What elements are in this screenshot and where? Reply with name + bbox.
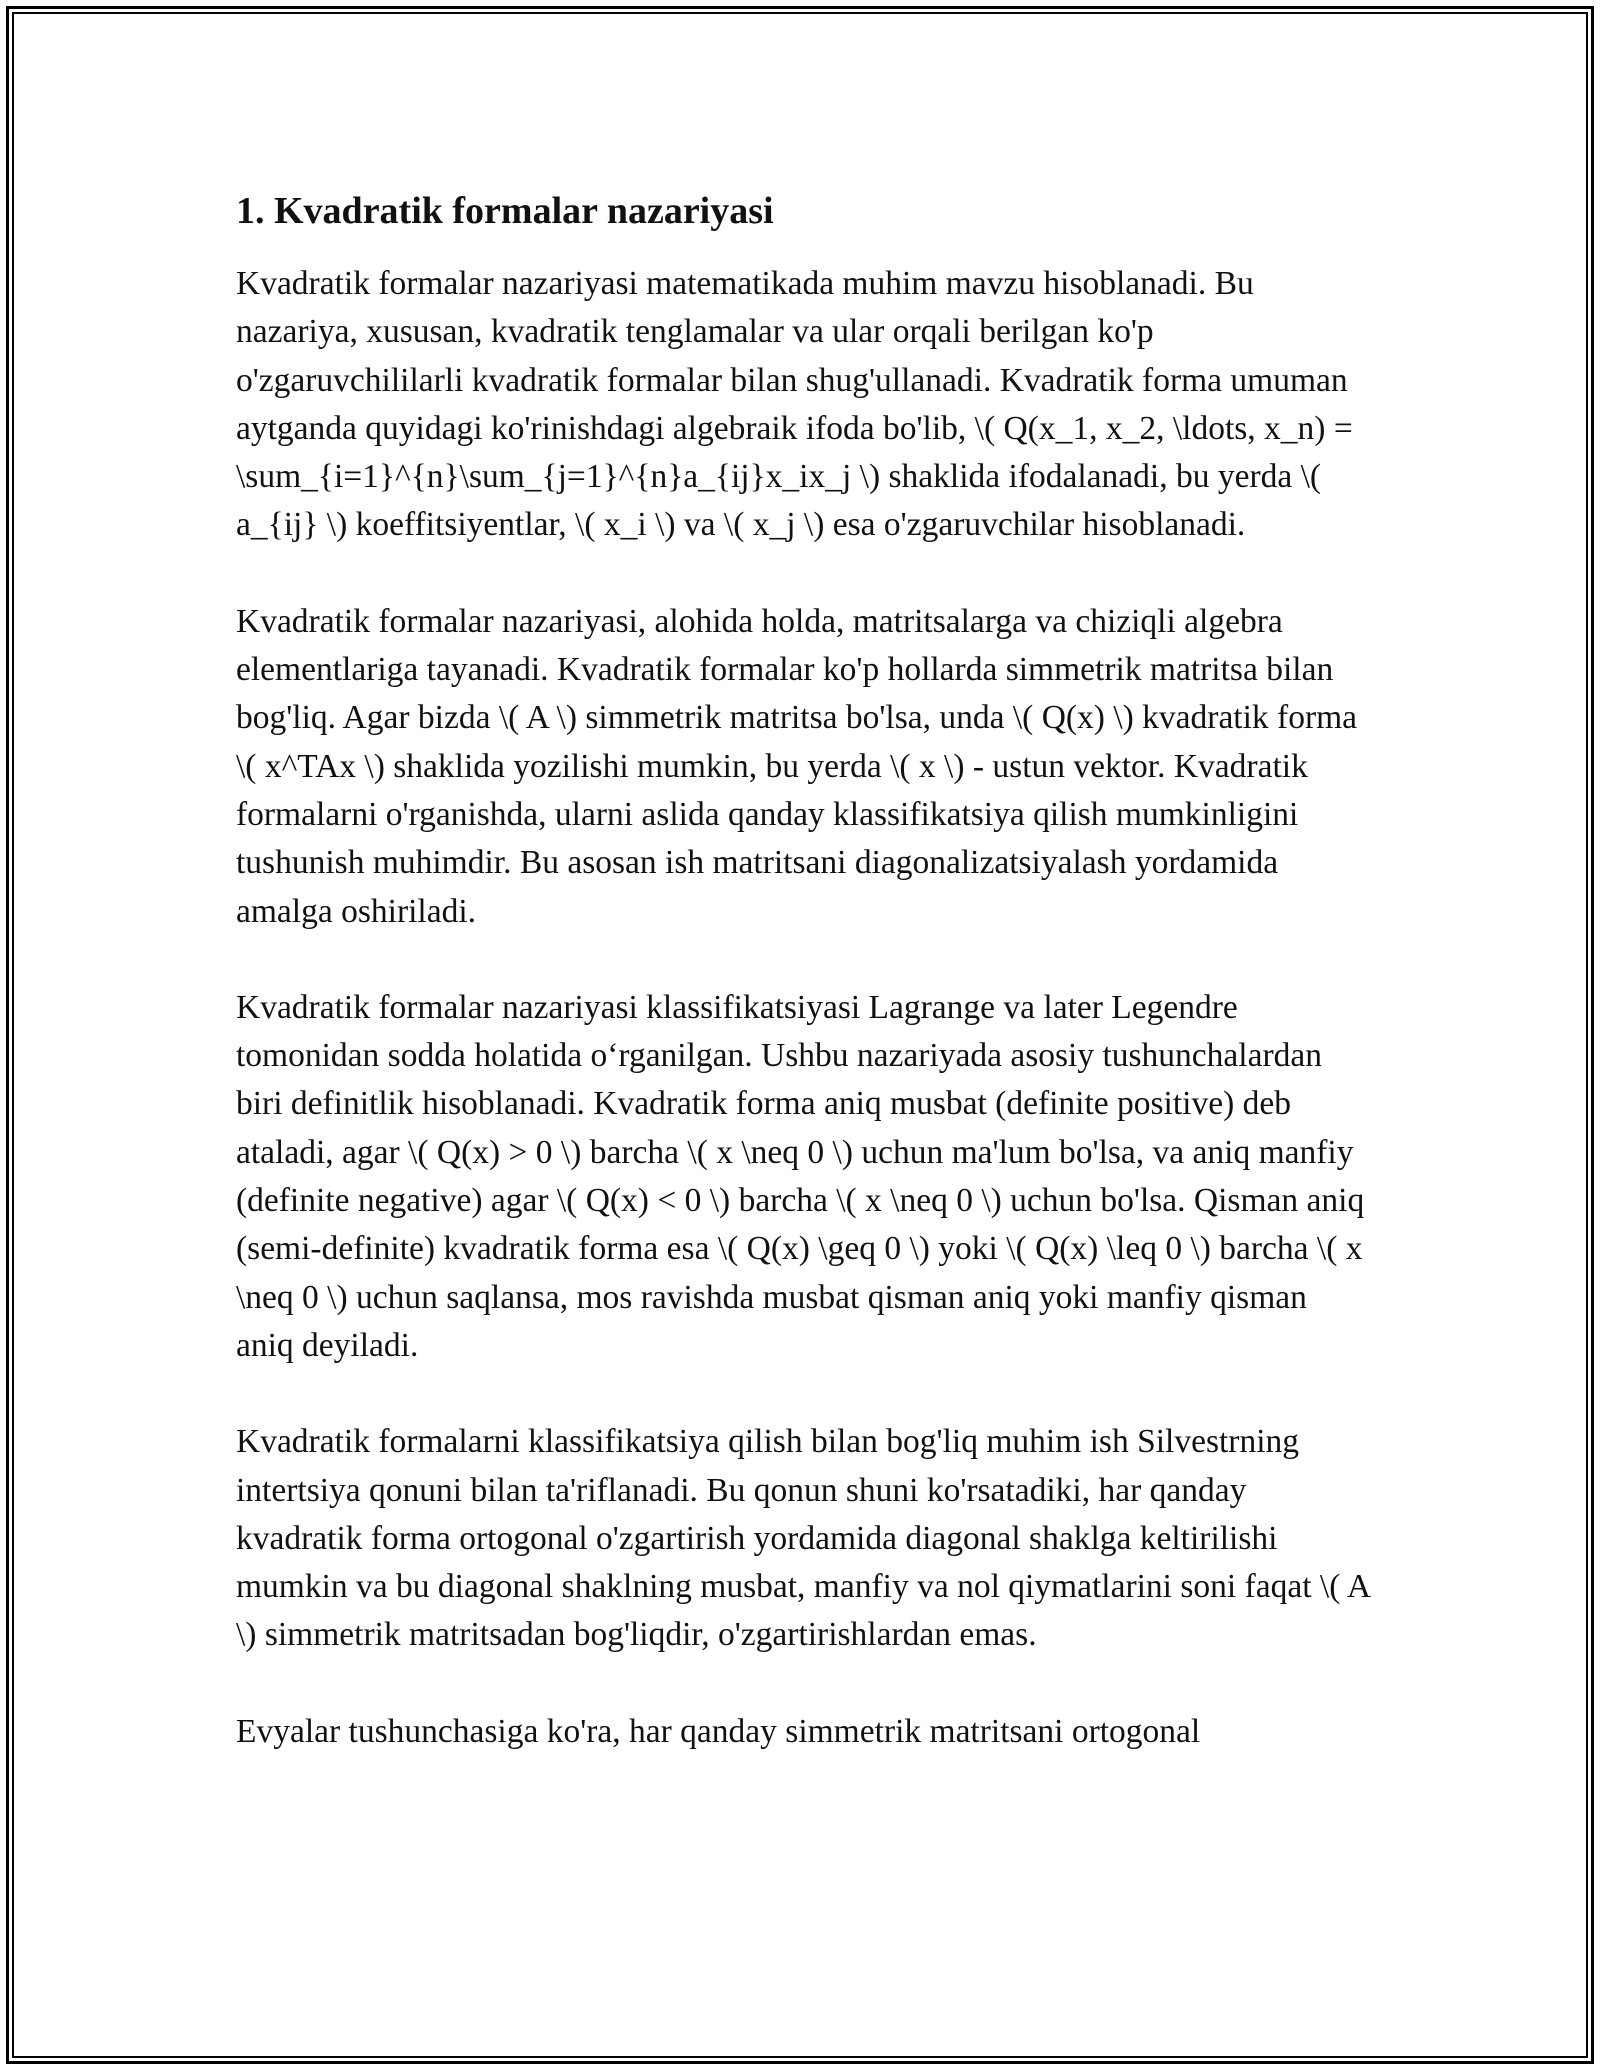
document-body <box>236 186 1370 1804</box>
paragraph-1: Kvadratik formalar nazariyasi matematikada muhim mavzu hisoblanadi. Bu nazariya, xususan, kvadratik tenglamalar va ular orqali berilgan ko'p o'zgaruvchililarli kvadratik formalar bilan shug'ullanadi. Kvadratik forma umuman aytganda quyidagi ko'rinishdagi algebraik ifoda bo'lib, \( Q(x_1, x_2, \ldots, x_n) = \sum_{i=1}^{n}\sum_{j=1}^{n}a_{ij}x_ix_j \) shaklida ifodalanadi, bu yerda \( a_{ij} \) koeffitsiyentlar, \( x_i \) va \( x_j \) esa o'zgaruvchilar hisoblanadi. <box>236 265 1353 544</box>
paragraph-5: Evyalar tushunchasiga ko'ra, har qanday simmetrik matritsani ortogonal <box>236 1712 1201 1750</box>
paragraph-4: Kvadratik formalarni klassifikatsiya qilish bilan bog'liq muhim ish Silvestrning intertsiya qonuni bilan ta'riflanadi. Bu qonun shuni ko'rsatadiki, har qanday kvadratik forma ortogonal o'zgartirish yordamida diagonal shaklga keltirilishi mumkin va bu diagonal shaklning musbat, manfiy va nol qiymatlarini soni faqat \( A \) simmetrik matritsadan bog'liqdir, o'zgartirishlardan emas. <box>236 1423 1370 1654</box>
paragraph-2: Kvadratik formalar nazariyasi, alohida holda, matritsalarga va chiziqli algebra elementlariga tayanadi. Kvadratik formalar ko'p hollarda simmetrik matritsa bilan bog'liq. Agar bizda \( A \) simmetrik matritsa bo'lsa, unda \( Q(x) \) kvadratik forma \( x^TAx \) shaklida yozilishi mumkin, bu yerda \( x \) - ustun vektor. Kvadratik formalarni o'rganishda, ularni aslida qanday klassifikatsiya qilish mumkinligini tushunish muhimdir. Bu asosan ish matritsani diagonalizatsiyalash yordamida amalga oshiriladi. <box>236 602 1358 930</box>
paragraph-3: Kvadratik formalar nazariyasi klassifikatsiyasi Lagrange va later Legendre tomonidan sodda holatida o‘rganilgan. Ushbu nazariyada asosiy tushunchalardan biri definitlik hisoblanadi. Kvadratik forma aniq musbat (definite positive) deb ataladi, agar \( Q(x) > 0 \) barcha \( x \neq 0 \) uchun ma'lum bo'lsa, va aniq manfiy (definite negative) agar \( Q(x) < 0 \) barcha \( x \neq 0 \) uchun bo'lsa. Qisman aniq (semi-definite) kvadratik forma esa \( Q(x) \geq 0 \) yoki \( Q(x) \leq 0 \) barcha \( x \neq 0 \) uchun saqlansa, mos ravishda musbat qisman aniq yoki manfiy qisman aniq deyiladi. <box>236 988 1365 1364</box>
section-heading: 1. Kvadratik formalar nazariyasi <box>236 190 774 232</box>
